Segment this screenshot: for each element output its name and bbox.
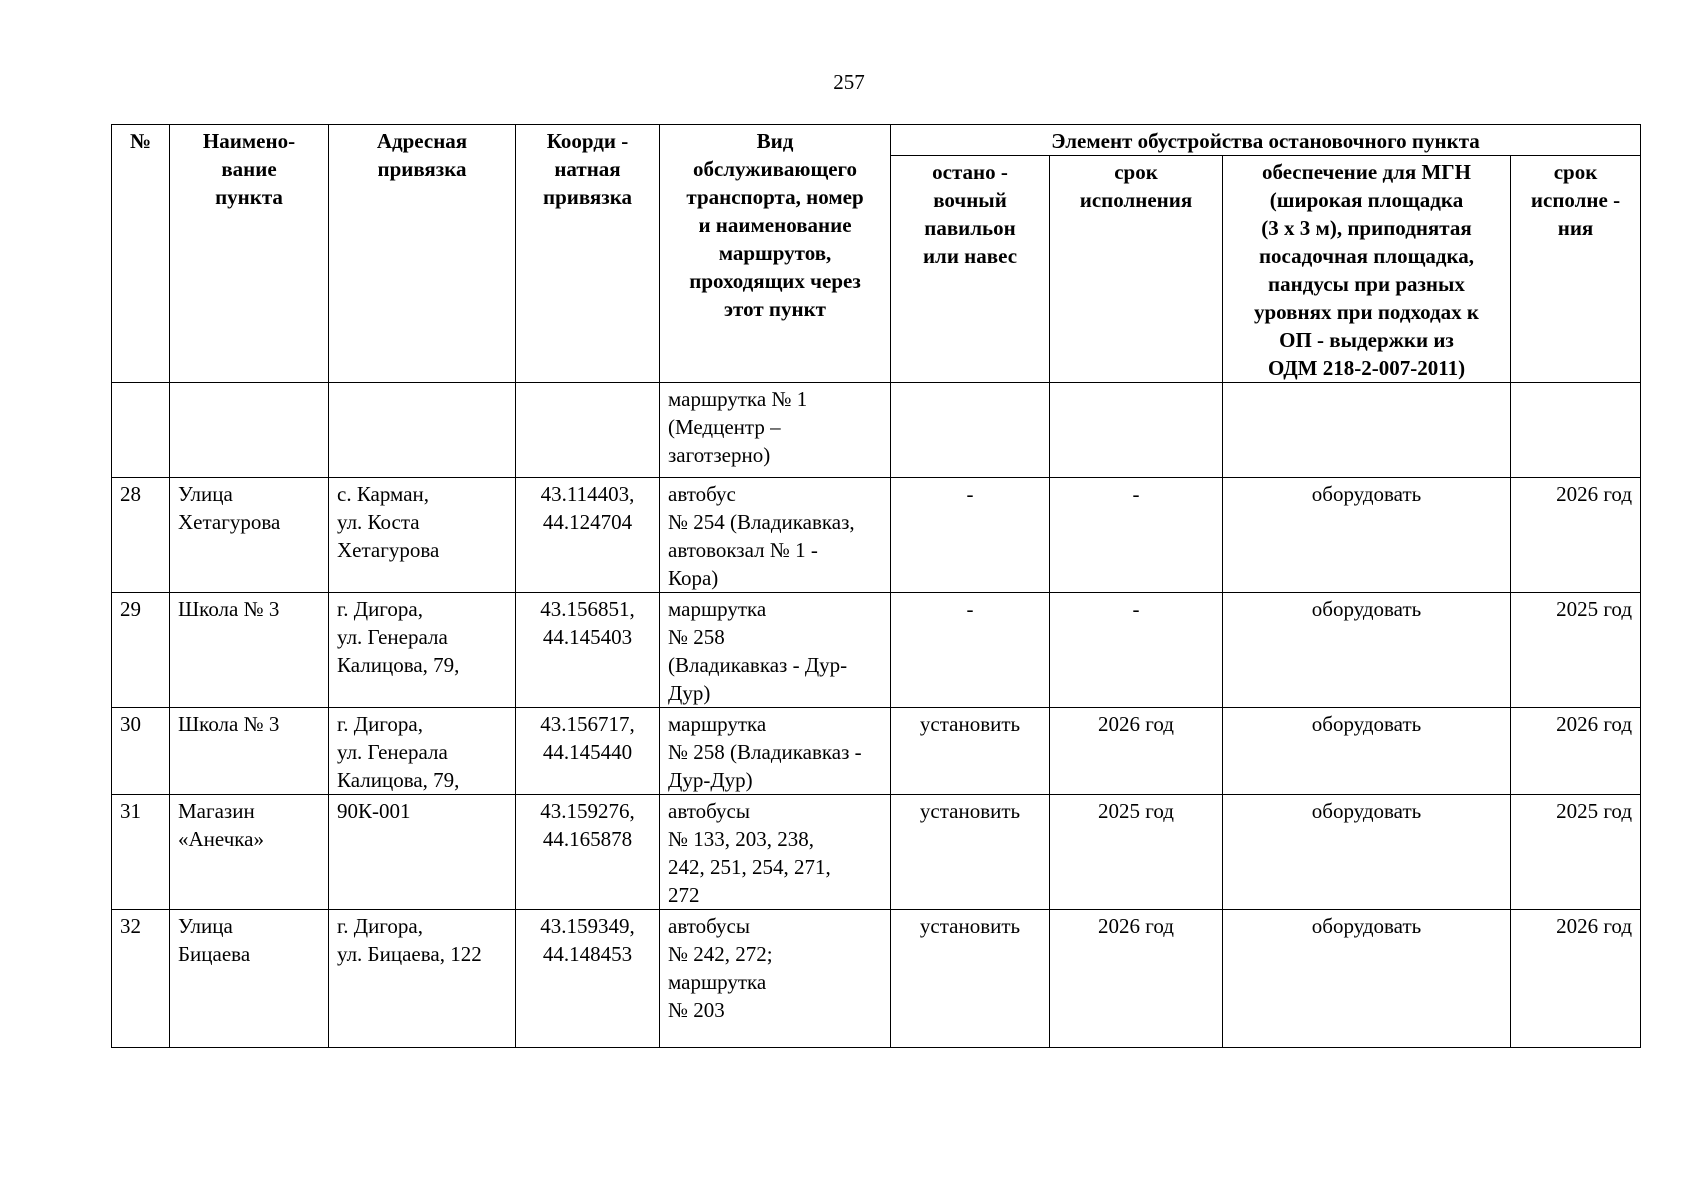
table-row	[112, 383, 1641, 478]
cell-transport: автобусы № 133, 203, 238, 242, 251, 254, 271, 272	[660, 795, 891, 910]
cell-transport: маршрутка № 258 (Владикавказ - Дур-Дур)	[660, 708, 891, 795]
cell-transport: маршрутка № 1 (Медцентр – заготзерно)	[660, 383, 891, 478]
header-row-1	[112, 125, 1641, 156]
cell-pavilion: установить	[891, 795, 1050, 910]
cell-pavilion: установить	[891, 910, 1050, 1048]
header-group: Элемент обустройства остановочного пункта	[891, 125, 1641, 156]
cell-coords: 43.159276, 44.165878	[516, 795, 660, 910]
header-transport: Вид обслуживающего транспорта, номер и наименование маршрутов, проходящих через этот пункт	[660, 125, 891, 383]
cell-coords: 43.159349, 44.148453	[516, 910, 660, 1048]
header-address: Адресная привязка	[329, 125, 516, 383]
cell-mgn	[1223, 383, 1511, 478]
cell-coords: 43.156717, 44.145440	[516, 708, 660, 795]
header-coords: Коорди - натная привязка	[516, 125, 660, 383]
table-row	[112, 593, 1641, 708]
table-row	[112, 795, 1641, 910]
cell-pavilion: установить	[891, 708, 1050, 795]
cell-address: г. Дигора, ул. Генерала Калицова, 79,	[329, 593, 516, 708]
header-term2: срок исполне - ния	[1511, 156, 1641, 383]
cell-mgn: оборудовать	[1223, 478, 1511, 593]
cell-mgn: оборудовать	[1223, 795, 1511, 910]
header-num: №	[112, 125, 170, 383]
cell-num: 28	[112, 478, 170, 593]
cell-name: Магазин «Анечка»	[170, 795, 329, 910]
cell-term2	[1511, 383, 1641, 478]
table-row	[112, 478, 1641, 593]
table-row	[112, 708, 1641, 795]
cell-coords: 43.114403, 44.124704	[516, 478, 660, 593]
table-row	[112, 910, 1641, 1048]
cell-pavilion: -	[891, 478, 1050, 593]
stops-table	[111, 124, 1641, 1048]
table-header	[112, 125, 1641, 383]
header-mgn: обеспечение для МГН (широкая площадка (3 x 3 м), приподнятая посадочная площадка, пандусы при разных уровнях при подходах к ОП - выдержки из ОДМ 218-2-007-2011)	[1223, 156, 1511, 383]
cell-address: 90К-001	[329, 795, 516, 910]
cell-address: г. Дигора, ул. Бицаева, 122	[329, 910, 516, 1048]
cell-address: с. Карман, ул. Коста Хетагурова	[329, 478, 516, 593]
cell-name: Улица Бицаева	[170, 910, 329, 1048]
cell-term2: 2026 год	[1511, 478, 1641, 593]
cell-num: 30	[112, 708, 170, 795]
cell-num: 32	[112, 910, 170, 1048]
cell-term2: 2025 год	[1511, 593, 1641, 708]
cell-term1: 2025 год	[1050, 795, 1223, 910]
cell-mgn: оборудовать	[1223, 593, 1511, 708]
cell-num	[112, 383, 170, 478]
cell-transport: маршрутка № 258 (Владикавказ - Дур- Дур)	[660, 593, 891, 708]
cell-name: Школа № 3	[170, 708, 329, 795]
cell-mgn: оборудовать	[1223, 708, 1511, 795]
cell-name: Улица Хетагурова	[170, 478, 329, 593]
cell-num: 29	[112, 593, 170, 708]
cell-term1: -	[1050, 478, 1223, 593]
cell-term1: 2026 год	[1050, 708, 1223, 795]
cell-num: 31	[112, 795, 170, 910]
cell-term2: 2025 год	[1511, 795, 1641, 910]
page-number: 257	[833, 70, 865, 94]
cell-name	[170, 383, 329, 478]
header-name: Наимено- вание пункта	[170, 125, 329, 383]
cell-term2: 2026 год	[1511, 910, 1641, 1048]
cell-term2: 2026 год	[1511, 708, 1641, 795]
cell-transport: автобусы № 242, 272; маршрутка № 203	[660, 910, 891, 1048]
table-body	[112, 383, 1641, 1048]
cell-mgn: оборудовать	[1223, 910, 1511, 1048]
cell-term1: -	[1050, 593, 1223, 708]
cell-pavilion	[891, 383, 1050, 478]
cell-address: г. Дигора, ул. Генерала Калицова, 79,	[329, 708, 516, 795]
cell-pavilion: -	[891, 593, 1050, 708]
cell-address	[329, 383, 516, 478]
cell-name: Школа № 3	[170, 593, 329, 708]
cell-transport: автобус № 254 (Владикавказ, автовокзал № 1 - Кора)	[660, 478, 891, 593]
header-pavilion: остано - вочный павильон или навес	[891, 156, 1050, 383]
cell-coords	[516, 383, 660, 478]
header-term1: срок исполнения	[1050, 156, 1223, 383]
cell-term1: 2026 год	[1050, 910, 1223, 1048]
cell-term1	[1050, 383, 1223, 478]
cell-coords: 43.156851, 44.145403	[516, 593, 660, 708]
